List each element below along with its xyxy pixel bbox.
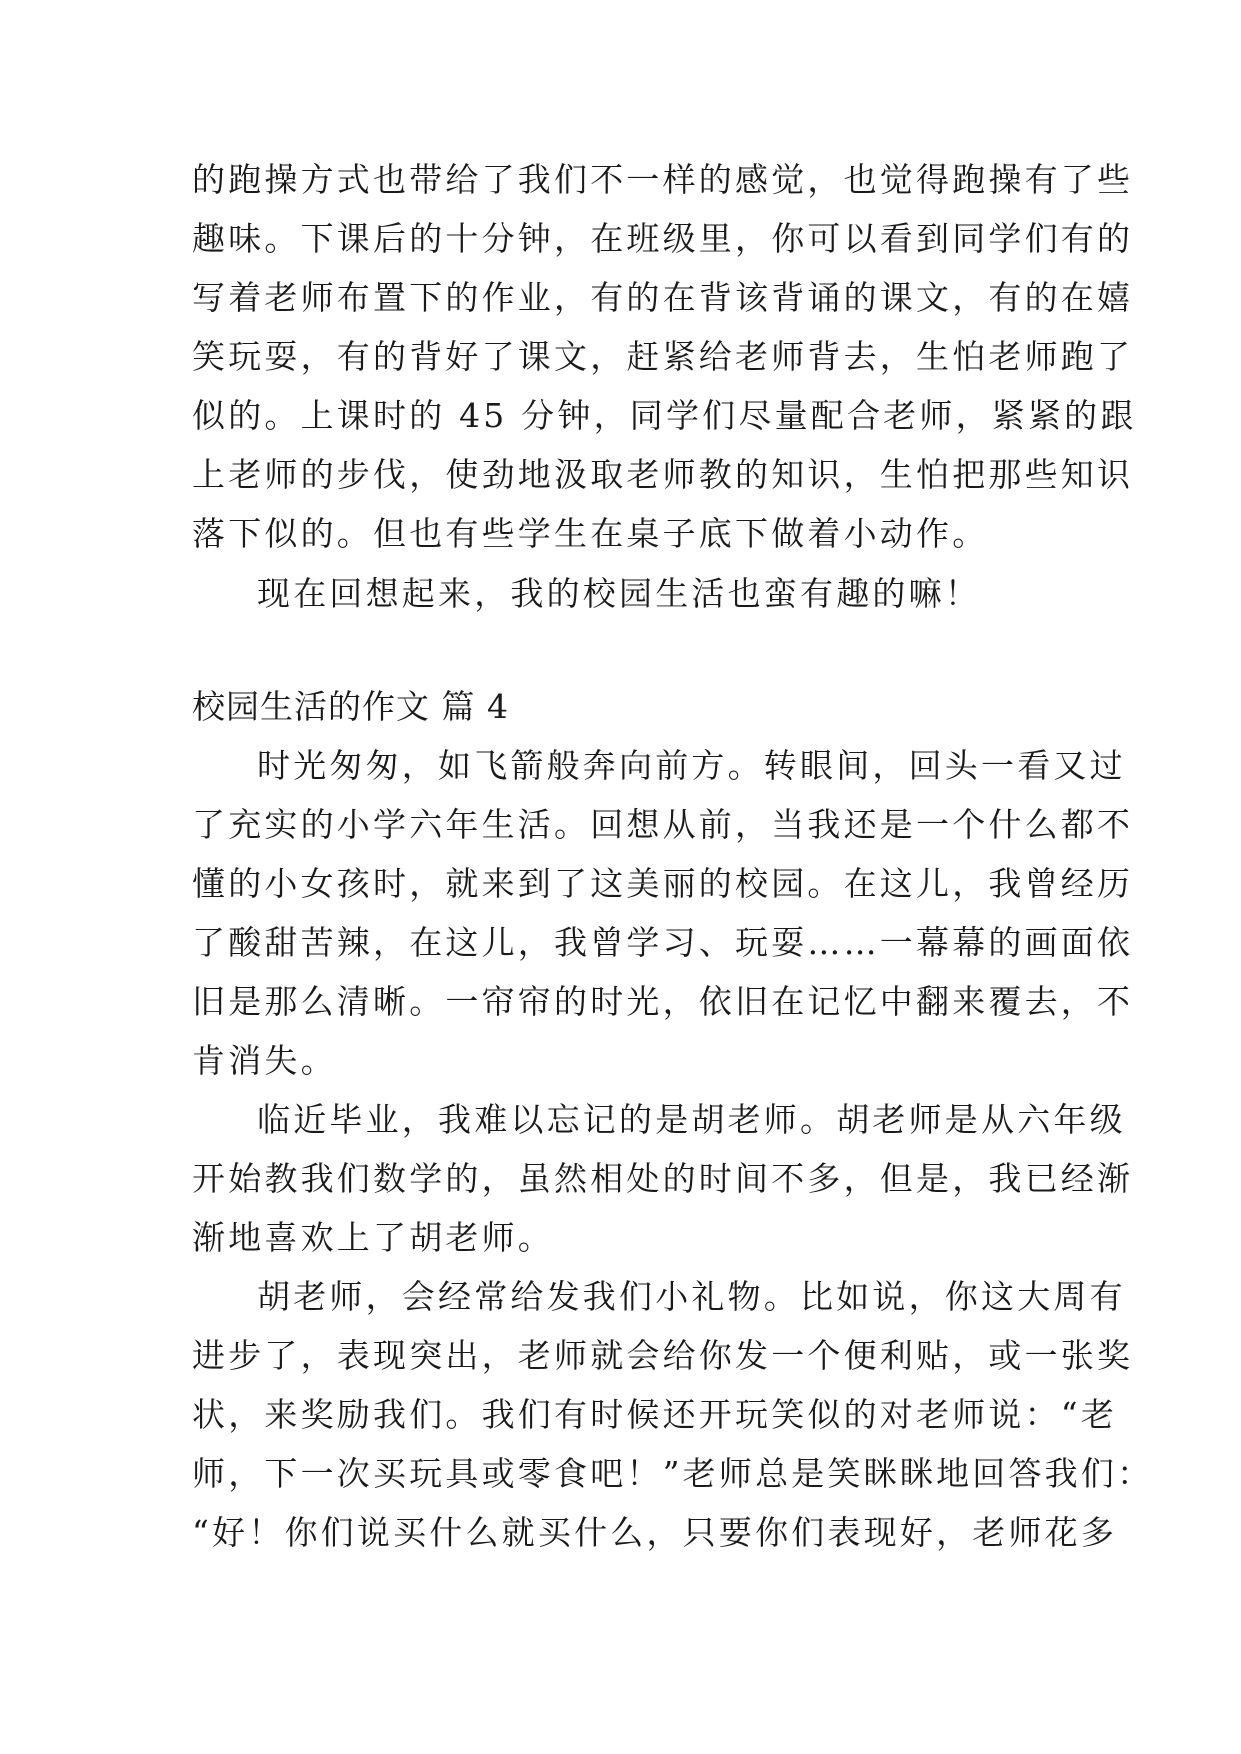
paragraph-line: 状，来奖励我们。我们有时候还开玩笑似的对老师说：“老 — [192, 1395, 1118, 1434]
paragraph-line: 落下似的。但也有些学生在桌子底下做着小动作。 — [192, 514, 989, 553]
paragraph-line: 胡老师，会经常给发我们小礼物。比如说，你这大周有 — [257, 1277, 1126, 1316]
paragraph-line: 写着老师布置下的作业，有的在背该背诵的课文，有的在嬉 — [192, 278, 1134, 317]
paragraph-line: 趣味。下课后的十分钟，在班级里，你可以看到同学们有的 — [192, 219, 1134, 258]
paragraph-line: 懂的小女孩时，就来到了这美丽的校园。在这儿，我曾经历 — [192, 864, 1134, 903]
paragraph-line: 的跑操方式也带给了我们不一样的感觉，也觉得跑操有了些 — [192, 160, 1134, 199]
paragraph-line: 临近毕业，我难以忘记的是胡老师。胡老师是从六年级 — [257, 1100, 1126, 1139]
paragraph-line: 了充实的小学六年生活。回想从前，当我还是一个什么都不 — [192, 805, 1134, 844]
paragraph-line: 似的。上课时的 45 分钟，同学们尽量配合老师，紧紧的跟 — [192, 396, 1137, 435]
paragraph-line: 旧是那么清晰。一帘帘的时光，依旧在记忆中翻来覆去，不 — [192, 982, 1134, 1021]
paragraph-line: 笑玩耍，有的背好了课文，赶紧给老师背去，生怕老师跑了 — [192, 337, 1134, 376]
section-heading: 校园生活的作文 篇 4 — [192, 687, 509, 726]
paragraph-line: 肯消失。 — [192, 1041, 337, 1080]
paragraph-line: 现在回想起来，我的校园生活也蛮有趣的嘛！ — [257, 574, 981, 613]
paragraph-line: “好！你们说买什么就买什么，只要你们表现好，老师花多 — [192, 1513, 1118, 1552]
paragraph-line: 时光匆匆，如飞箭般奔向前方。转眼间，回头一看又过 — [257, 746, 1126, 785]
paragraph-line: 上老师的步伐，使劲地汲取老师教的知识，生怕把那些知识 — [192, 455, 1134, 494]
paragraph-line: 渐地喜欢上了胡老师。 — [192, 1218, 554, 1257]
paragraph-line: 进步了，表现突出，老师就会给你发一个便利贴，或一张奖 — [192, 1336, 1134, 1375]
paragraph-line: 师，下一次买玩具或零食吧！”老师总是笑眯眯地回答我们： — [192, 1454, 1154, 1493]
paragraph-line: 开始教我们数学的，虽然相处的时间不多，但是，我已经渐 — [192, 1159, 1134, 1198]
paragraph-line: 了酸甜苦辣，在这儿，我曾学习、玩耍……一幕幕的画面依 — [192, 923, 1134, 962]
